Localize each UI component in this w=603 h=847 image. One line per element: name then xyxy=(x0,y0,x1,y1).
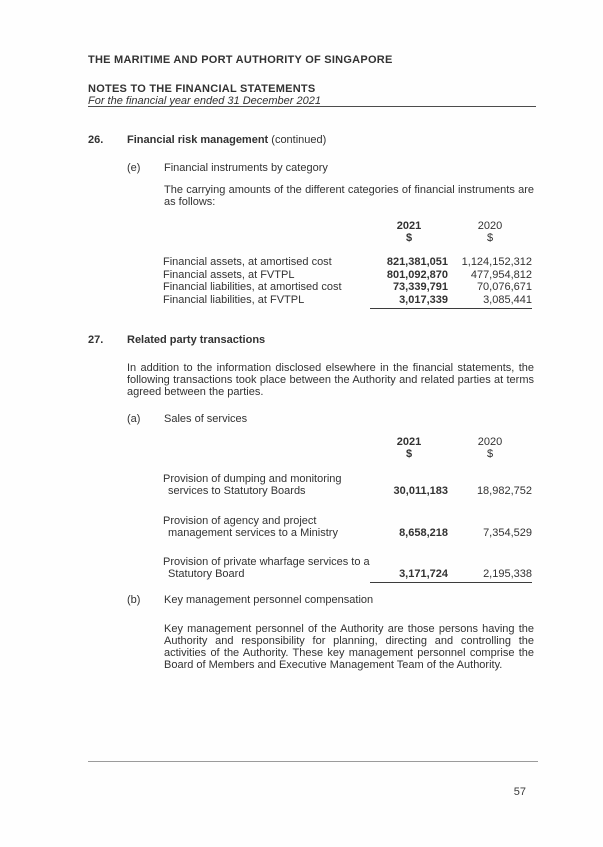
section-27-heading xyxy=(88,334,265,346)
cell-label: Financial assets, at amortised cost xyxy=(163,256,332,268)
cell-value-2020: 70,076,671 xyxy=(476,281,532,293)
table-row xyxy=(163,557,532,581)
sales-of-services-table xyxy=(163,436,532,583)
page-number: 57 xyxy=(513,786,526,798)
cell-label: Provision of dumping and monitoring services to Statutory Boards xyxy=(163,473,342,497)
footer-rule xyxy=(88,761,538,762)
cell-label: Financial liabilities, at amortised cost xyxy=(163,281,342,293)
cell-value-2021: 3,171,724 xyxy=(399,567,448,580)
document-period: For the financial year ended 31 December 2021 xyxy=(88,95,321,107)
header-rule xyxy=(88,106,536,107)
section-26-title-suffix: (continued) xyxy=(271,134,327,146)
cell-value-2020: 2,195,338 xyxy=(483,567,532,580)
table-row xyxy=(163,281,532,294)
cell-value-2021: 30,011,183 xyxy=(393,484,448,497)
cell-value-2020: 18,982,752 xyxy=(476,484,532,497)
table-row xyxy=(163,294,532,307)
section-27-title: Related party transactions xyxy=(127,334,266,346)
cell-value-2021: 73,339,791 xyxy=(392,281,448,293)
cell-value-2021: 821,381,051 xyxy=(386,256,448,268)
cell-value-2021: 3,017,339 xyxy=(399,293,448,306)
table-row xyxy=(163,474,532,498)
subsection-27b-label: (b) xyxy=(127,594,141,606)
column-header-2021: 2021 $ xyxy=(396,220,422,244)
subsection-27b-title: Key management personnel compensation xyxy=(164,594,374,606)
subsection-27a-title: Sales of services xyxy=(164,413,248,425)
column-header-2020: 2020 $ xyxy=(477,220,503,244)
column-header-2020: 2020 $ xyxy=(477,436,503,460)
section-26-title: Financial risk management xyxy=(127,134,269,146)
table-row xyxy=(163,269,532,282)
table-bottom-rule xyxy=(370,582,532,583)
cell-value-2020: 1,124,152,312 xyxy=(461,256,532,268)
subsection-26e-label: (e) xyxy=(127,162,141,174)
table-header-row xyxy=(163,436,532,460)
table-body xyxy=(163,256,532,309)
cell-label: Financial assets, at FVTPL xyxy=(163,268,295,281)
section-26-intro-paragraph: The carrying amounts of the different categories of financial instruments are as follows: xyxy=(164,184,534,209)
subsection-26e xyxy=(127,162,328,174)
cell-label: Financial liabilities, at FVTPL xyxy=(163,293,305,306)
document-title: NOTES TO THE FINANCIAL STATEMENTS xyxy=(88,83,316,95)
financial-instruments-table xyxy=(163,220,532,309)
subsection-26e-title: Financial instruments by category xyxy=(164,162,328,174)
table-bottom-rule xyxy=(370,308,532,309)
subsection-27a-label: (a) xyxy=(127,413,141,425)
section-27-number: 27. xyxy=(88,334,104,346)
cell-value-2020: 477,954,812 xyxy=(470,268,532,281)
table-row xyxy=(163,256,532,269)
cell-value-2020: 3,085,441 xyxy=(483,293,532,306)
cell-value-2021: 8,658,218 xyxy=(399,526,448,539)
cell-value-2020: 7,354,529 xyxy=(483,526,532,539)
cell-label: Provision of private wharfage services to a Statutory Board xyxy=(163,555,370,580)
cell-value-2021: 801,092,870 xyxy=(386,268,448,281)
section-27-intro-paragraph: In addition to the information disclosed elsewhere in the financial statements, the following transactions took place between the Authority and related parties at terms agreed between the parties. xyxy=(127,362,534,399)
section-26-number: 26. xyxy=(88,134,104,146)
organization-title: THE MARITIME AND PORT AUTHORITY OF SINGAPORE xyxy=(88,54,393,66)
subsection-27b xyxy=(127,594,373,606)
cell-label: Provision of agency and project management services to a Ministry xyxy=(163,514,338,539)
table-row xyxy=(163,516,532,540)
table-header-row xyxy=(163,220,532,244)
section-27b-paragraph: Key management personnel of the Authority are those persons having the Authority and responsibility for planning, directing and controlling the activities of the Authority. These key management personnel comprise the Board of Members and Executive Management Team of the Authority. xyxy=(164,623,534,672)
section-26-heading xyxy=(88,134,326,146)
subsection-27a xyxy=(127,413,247,425)
column-header-2021: 2021 $ xyxy=(396,436,422,460)
